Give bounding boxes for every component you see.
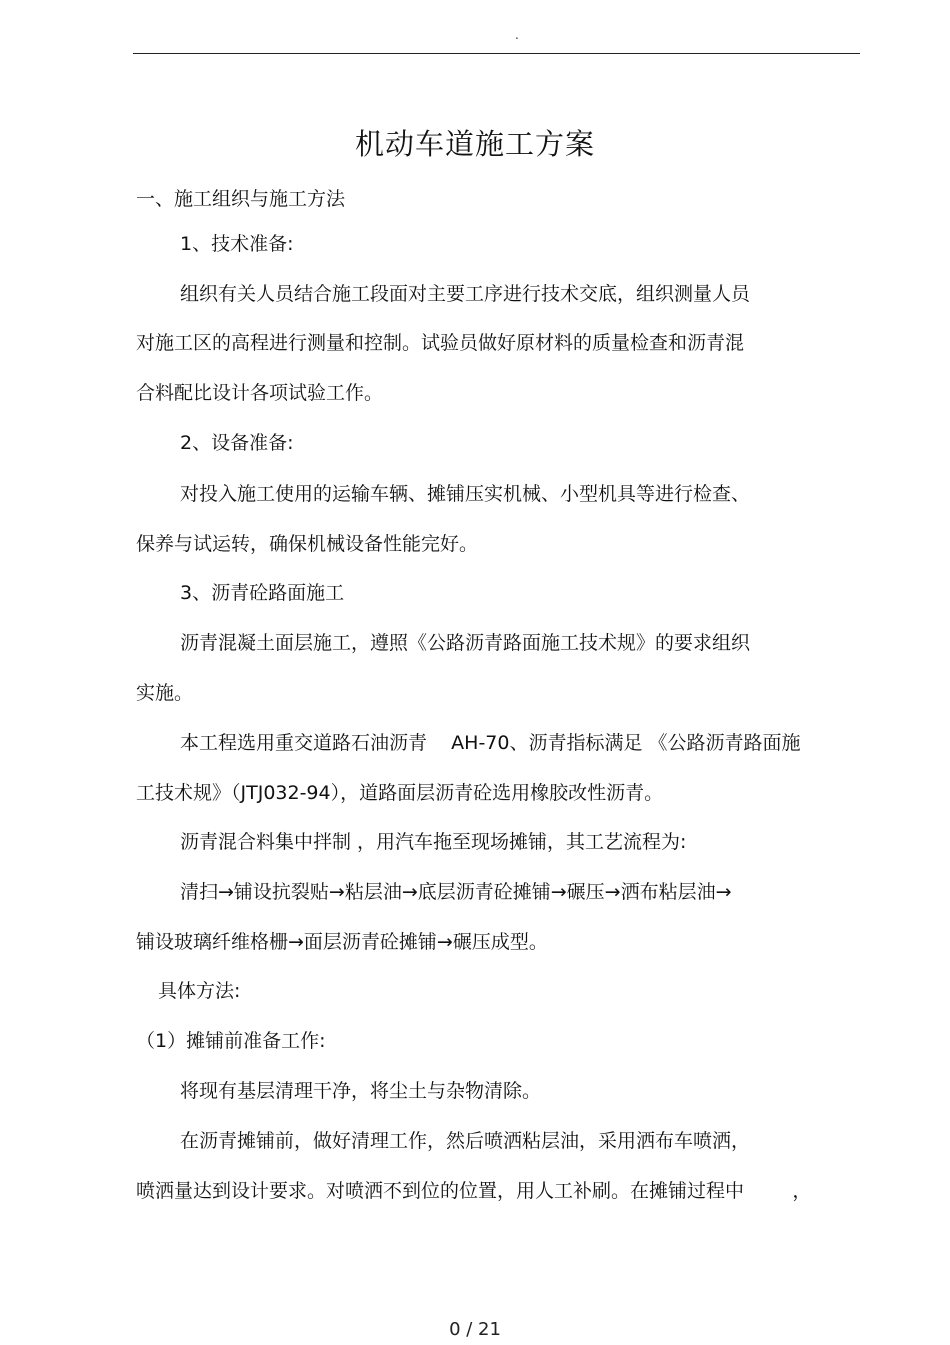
subsection-heading: 1、技术准备: xyxy=(180,233,294,255)
section-heading: 一、施工组织与施工方法 xyxy=(136,188,346,210)
subsection-heading: 3、沥青砼路面施工 xyxy=(180,582,345,604)
paragraph-line: 铺设玻璃纤维格栅→面层沥青砼摊铺→碾压成型。 xyxy=(136,931,548,953)
paragraph-line: 合料配比设计各项试验工作。 xyxy=(136,382,384,404)
subsection-heading: （1）摊铺前准备工作: xyxy=(136,1030,326,1052)
subsection-heading: 具体方法: xyxy=(158,980,241,1002)
subsection-heading: 2、设备准备: xyxy=(180,432,294,454)
paragraph-line: 对投入施工使用的运输车辆、摊铺压实机械、小型机具等进行检查、 xyxy=(180,483,751,505)
paragraph-line: 实施。 xyxy=(136,682,194,704)
paragraph-line: 保养与试运转，确保机械设备性能完好。 xyxy=(136,533,479,555)
paragraph-line: 清扫→铺设抗裂贴→粘层油→底层沥青砼摊铺→碾压→洒布粘层油→ xyxy=(180,881,732,903)
paragraph-line: 沥青混凝土面层施工，遵照《公路沥青路面施工技术规》的要求组织 xyxy=(180,632,751,654)
paragraph-line: 在沥青摊铺前，做好清理工作，然后喷洒粘层油，采用洒布车喷洒， xyxy=(180,1130,751,1152)
paragraph-line: 将现有基层清理干净，将尘土与杂物清除。 xyxy=(180,1080,542,1102)
header-mark: . xyxy=(515,28,519,42)
paragraph-line: 喷洒量达到设计要求。对喷洒不到位的位置，用人工补刷。在摊铺过程中 ， xyxy=(136,1180,812,1202)
paragraph-line: 对施工区的高程进行测量和控制。试验员做好原材料的质量检查和沥青混 xyxy=(136,332,745,354)
paragraph-line: 工技术规》（JTJ032-94），道路面层沥青砼选用橡胶改性沥青。 xyxy=(136,782,664,804)
paragraph-line: 本工程选用重交道路石油沥青 AH-70、沥青指标满足 《公路沥青路面施 xyxy=(180,732,801,754)
document-title: 机动车道施工方案 xyxy=(354,127,595,161)
header-rule xyxy=(133,53,860,54)
paragraph-line: 沥青混合料集中拌制 ，用汽车拖至现场摊铺，其工艺流程为: xyxy=(180,831,687,853)
paragraph-line: 组织有关人员结合施工段面对主要工序进行技术交底，组织测量人员 xyxy=(180,283,751,305)
page-indicator: 0 / 21 xyxy=(449,1319,501,1340)
